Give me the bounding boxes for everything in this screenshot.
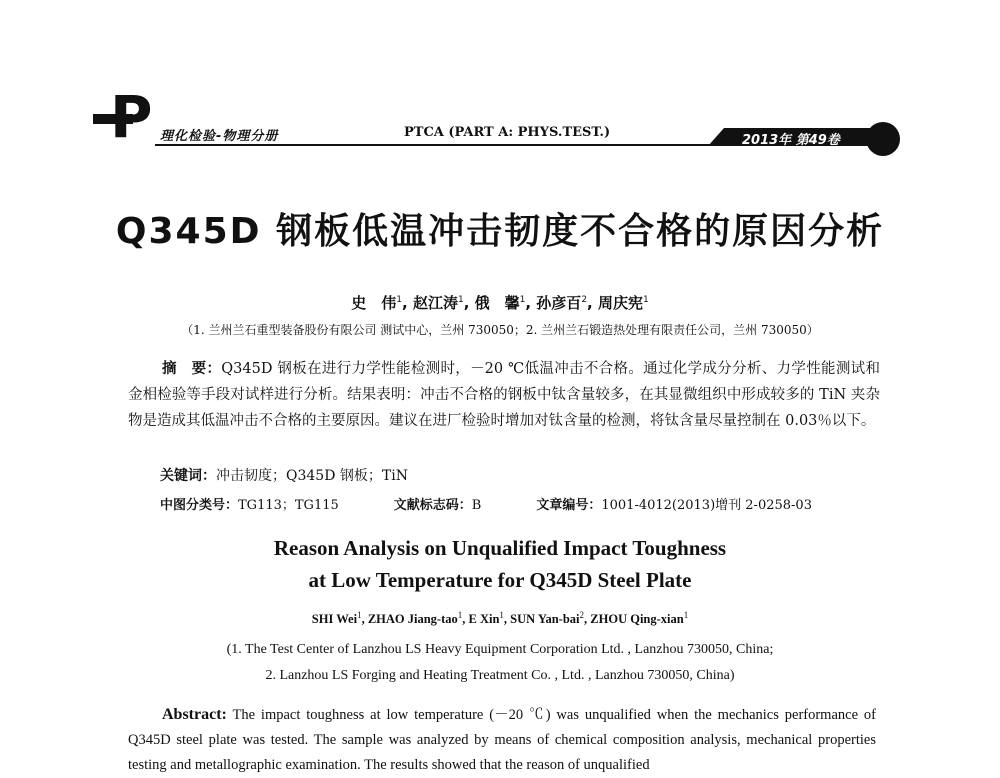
authors-cn: 史 伟$^1$, 赵江涛$^1$, 俄 馨$^1$, 孙彦百$^2$, 周庆宪$^1$	[351, 294, 649, 312]
abstract-cn-label: 摘 要：	[162, 361, 222, 377]
article-no-field	[536, 494, 812, 513]
author-affil-sup: 1	[519, 295, 526, 305]
author-affil-sup: 2	[581, 295, 588, 305]
author-affil-sup: 1	[642, 295, 649, 305]
authors-en: SHI Wei$^1$, ZHAO Jiang-tao$^1$, E Xin$^1$, SUN Yan-bai$^2$, ZHOU Qing-xian$^1$	[311, 609, 689, 626]
abstract-en	[128, 702, 876, 778]
author-name: 周庆宪	[597, 294, 643, 312]
article-no-value: 1001-4012(2013)增刊 2-0258-03	[601, 498, 812, 513]
author-name-en: ZHAO Jiang-tao	[367, 612, 458, 626]
article-no-label: 文章编号：	[536, 498, 602, 513]
issue-label: 2013年 第49卷	[742, 133, 840, 148]
affiliation-en-line-2: 2. Lanzhou LS Forging and Heating Treatment Co. , Ltd. , Lanzhou 730050, China)	[265, 668, 735, 683]
keywords-cn	[160, 465, 408, 485]
author-name-en: ZHOU Qing-xian	[590, 612, 684, 626]
author-name: 孙彦百	[536, 294, 582, 312]
journal-header	[0, 0, 1000, 160]
clc-field	[160, 494, 339, 513]
title-en-line-1: Reason Analysis on Unqualified Impact Toughness	[273, 536, 727, 560]
author-affil-sup: 2	[579, 609, 585, 620]
doc-code-value: B	[471, 498, 482, 513]
author-name-en: E Xin	[468, 612, 500, 626]
keywords-label: 关键词：	[160, 468, 216, 484]
author-affil-sup: 1	[457, 295, 464, 305]
author-affil-sup: 1	[357, 609, 362, 620]
author-name: 俄 馨	[474, 294, 520, 312]
affiliation-en	[0, 637, 1000, 689]
article-title-cn: Q345D 钢板低温冲击韧度不合格的原因分析	[115, 211, 885, 252]
author-name-en: SHI Wei	[311, 612, 358, 626]
issue-dot	[866, 122, 900, 156]
keywords-text: 冲击韧度；Q345D 钢板；TiN	[216, 468, 408, 484]
article-title-en	[0, 532, 1000, 596]
author-affil-sup: 1	[457, 609, 463, 620]
affiliation-cn: （1. 兰州兰石重型装备股份有限公司 测试中心，兰州 730050；2. 兰州兰石锻造热处理有限责任公司，兰州 730050）	[181, 323, 819, 337]
doc-code-label: 文献标志码：	[393, 498, 472, 513]
author-affil-sup: 1	[683, 609, 689, 620]
abstract-cn-text: Q345D 钢板在进行力学性能检测时，－20 ℃低温冲击不合格。通过化学成分分析、力学性能测试和金相检验等手段对试样进行分析。结果表明：冲击不合格的钢板中钛含量较多，在其显微组织中形成较多的 TiN 夹杂物是造成其低温冲击不合格的主要原因。建议在进厂检验时增加对钛含量的检测，将钛含量尽量控制在 0.03％以下。	[128, 361, 880, 429]
author-name: 赵江涛	[412, 294, 458, 312]
affiliation-en-line-1: (1. The Test Center of Lanzhou LS Heavy Equipment Corporation Ltd. , Lanzhou 730050, China;	[226, 642, 774, 657]
clc-value: TG113；TG115	[238, 498, 339, 513]
abstract-cn	[128, 356, 880, 434]
clc-label: 中图分类号：	[160, 498, 239, 513]
title-en-line-2: at Low Temperature for Q345D Steel Plate	[308, 568, 692, 592]
author-affil-sup: 1	[499, 609, 504, 620]
author-affil-sup: 1	[396, 295, 403, 305]
doc-code-field	[394, 494, 482, 513]
author-name-en: SUN Yan-bai	[510, 612, 580, 626]
author-name: 史 伟	[351, 294, 397, 312]
journal-name-en: PTCA (PART A: PHYS.TEST.)	[404, 125, 611, 140]
classification-row	[160, 494, 867, 513]
journal-name-cn: 理化检验-物理分册	[160, 129, 279, 144]
abstract-en-text: The impact toughness at low temperature (－20 ℃) was unqualified when the mechanics performance of Q345D steel plate was tested. The sample was analyzed by means of chemical composition analysis, mechanical properties testing and metallographic examination. The results showed that the reason of unqualified	[128, 707, 876, 773]
abstract-en-label: Abstract:	[162, 706, 227, 723]
journal-logo: P	[110, 83, 151, 151]
